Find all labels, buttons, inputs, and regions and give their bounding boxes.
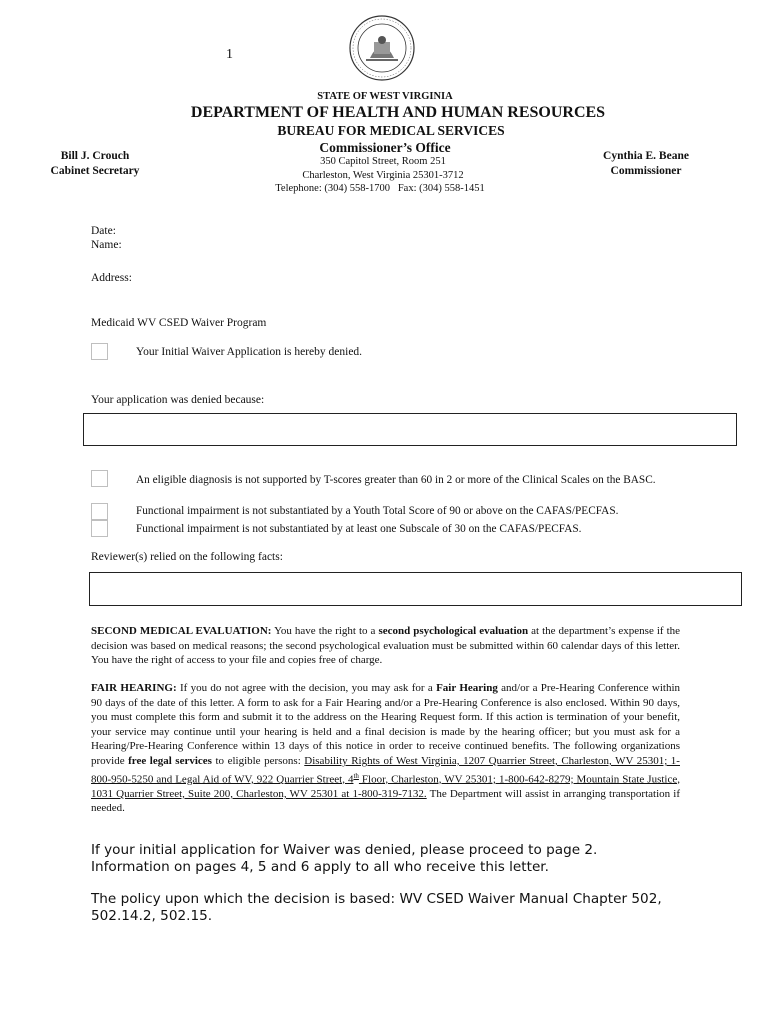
floor-superscript: th bbox=[353, 771, 359, 780]
legal-aid-contacts-1: Disability Rights of West Virginia, 1207 Quarrier Street, Charleston, WV 25301; 1-800-950-5250 and Legal Aid of WV, 922 Quarrier Street, 4 bbox=[91, 754, 680, 786]
address-label: Address: bbox=[91, 272, 132, 284]
second-evaluation-heading: SECOND MEDICAL EVALUATION: bbox=[91, 625, 272, 637]
proceed-notice: If your initial application for Waiver was denied, please proceed to page 2. Information on pages 4, 5 and 6 apply to all who receive this letter. bbox=[91, 842, 598, 875]
reason-basc-text: An eligible diagnosis is not supported by T-scores greater than 60 in 2 or more of the Clinical Scales on the BASC. bbox=[136, 474, 656, 486]
state-title: STATE OF WEST VIRGINIA bbox=[317, 91, 453, 102]
right-official-title: Commissioner bbox=[610, 165, 682, 177]
office-title: Commissioner’s Office bbox=[319, 140, 451, 155]
policy-notice: The policy upon which the decision is based: WV CSED Waiver Manual Chapter 502, 502.14.2, 502.15. bbox=[91, 891, 662, 924]
reason-total-score-text: Functional impairment is not substantiated by a Youth Total Score of 90 or above on the CAFAS/PECFAS. bbox=[136, 505, 619, 517]
reason-checkbox-subscale[interactable] bbox=[91, 520, 108, 537]
left-official-title: Cabinet Secretary bbox=[50, 165, 140, 177]
date-label: Date: bbox=[91, 225, 116, 237]
phone-line: Telephone: (304) 558-1700 Fax: (304) 558-1451 bbox=[275, 183, 485, 194]
initial-denied-text: Your Initial Waiver Application is hereby denied. bbox=[136, 346, 363, 358]
fair-hearing-emphasis: Fair Hearing bbox=[436, 682, 498, 694]
reviewer-facts-field[interactable] bbox=[89, 572, 742, 606]
reason-checkbox-total-score[interactable] bbox=[91, 503, 108, 520]
second-evaluation-text-2: at the department’s expense if the decision was based on medical reasons; the second psychological evaluation must be submitted within 60 calendar days of this letter. You have the right of access to your file and copies free of charge. bbox=[91, 625, 681, 667]
page-number: 1 bbox=[226, 47, 233, 62]
name-label: Name: bbox=[91, 239, 122, 251]
state-seal-icon bbox=[348, 14, 416, 82]
denied-because-label: Your application was denied because: bbox=[91, 394, 265, 406]
fair-hearing-paragraph bbox=[91, 681, 680, 816]
bureau-title: BUREAU FOR MEDICAL SERVICES bbox=[277, 123, 505, 138]
denial-reason-field[interactable] bbox=[83, 413, 737, 446]
free-legal-services-emphasis: free legal services bbox=[128, 754, 212, 767]
fair-hearing-text-4: The Department will assist in arranging transportation if needed. bbox=[91, 787, 680, 815]
reviewer-facts-label: Reviewer(s) relied on the following facts: bbox=[91, 551, 283, 563]
fair-hearing-text-1: If you do not agree with the decision, you may ask for a bbox=[176, 682, 437, 694]
fair-hearing-heading: FAIR HEARING: bbox=[91, 682, 177, 694]
second-evaluation-text: You have the right to a bbox=[271, 625, 379, 637]
address-line-2: Charleston, West Virginia 25301-3712 bbox=[302, 170, 464, 181]
left-official-name: Bill J. Crouch bbox=[60, 150, 130, 162]
initial-denied-checkbox[interactable] bbox=[91, 343, 108, 360]
program-name: Medicaid WV CSED Waiver Program bbox=[91, 317, 267, 329]
fair-hearing-text-3: to eligible persons: bbox=[211, 754, 305, 767]
reason-checkbox-basc[interactable] bbox=[91, 470, 108, 487]
legal-aid-contacts-2: Floor, Charleston, WV 25301; 1-800-642-8279; Mountain State Justice, 1031 Quarrier Street, Suite 200, Charleston, WV 25301 at 1-800-319-7132. bbox=[91, 773, 680, 800]
right-official-name: Cynthia E. Beane bbox=[603, 150, 689, 162]
reason-subscale-text: Functional impairment is not substantiated by at least one Subscale of 30 on the CAFAS/PECFAS. bbox=[136, 523, 582, 535]
second-evaluation-emphasis: second psychological evaluation bbox=[378, 625, 529, 637]
address-line-1: 350 Capitol Street, Room 251 bbox=[320, 156, 446, 167]
department-title: DEPARTMENT OF HEALTH AND HUMAN RESOURCES bbox=[190, 104, 606, 121]
second-evaluation-paragraph bbox=[91, 624, 680, 668]
fair-hearing-text-2: and/or a Pre-Hearing Conference within 90 days of the date of this letter. A form to ask for a Fair Hearing and/or a Pre-Hearing Conference is also enclosed. Within 90 days, you must complete this form and submit it to the address on the Hearing Request form. If this action is termination of your benefit, your service may continue until your hearing is held and a final decision is made by the hearing officer; but you must ask for a Hearing/Pre-Hearing Conference within 13 days of this notice in order to receive continued benefits. The following organizations provide bbox=[91, 682, 681, 767]
